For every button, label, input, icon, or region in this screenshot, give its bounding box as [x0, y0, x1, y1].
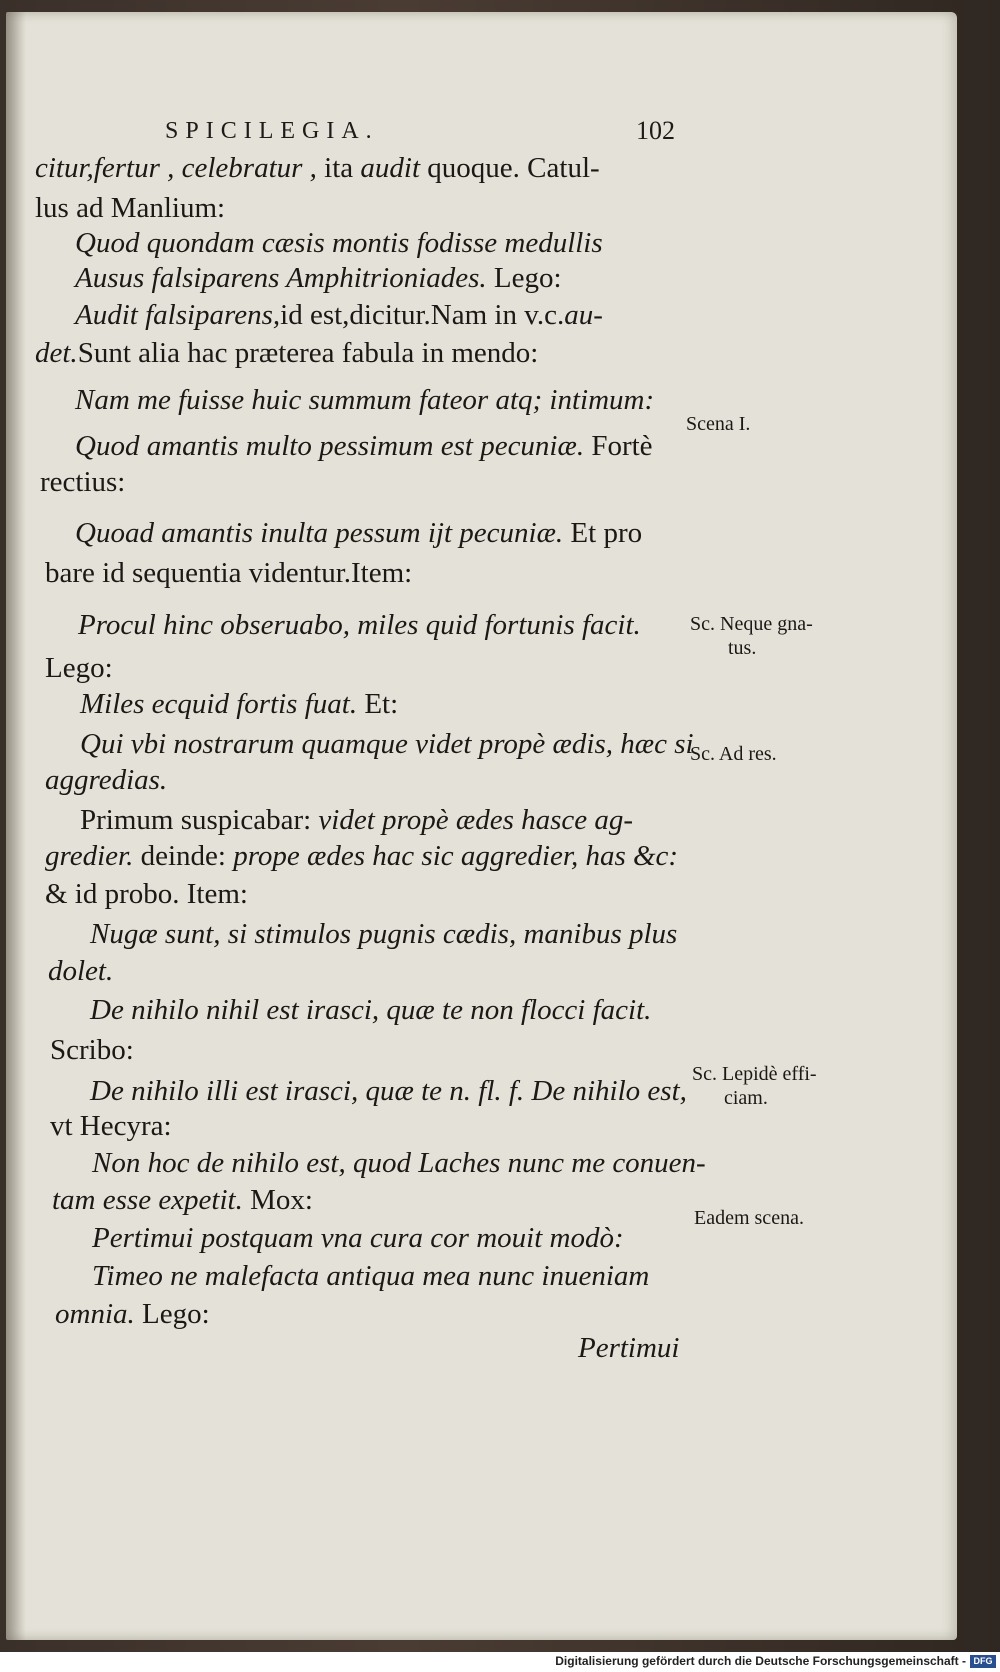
text-line: Qui vbi nostrarum quamque videt propè ædis, hæc si [80, 728, 694, 760]
text-line: Audit falsiparens,id est,dicitur.Nam in v.c.au- [75, 299, 603, 331]
text-line: Procul hinc obseruabo, miles quid fortunis facit. [78, 609, 641, 641]
margin-note: Eadem scena. [694, 1207, 804, 1229]
text-line: Non hoc de nihilo est, quod Laches nunc me conuen- [92, 1147, 706, 1179]
text-line: Scribo: [50, 1034, 134, 1066]
text-line: omnia. Lego: [55, 1298, 210, 1330]
text-line: Quod amantis multo pessimum est pecuniæ. Fortè [75, 430, 653, 462]
text-line: De nihilo nihil est irasci, quæ te non flocci facit. [90, 994, 652, 1026]
text-line: & id probo. Item: [45, 878, 248, 910]
text-line: De nihilo illi est irasci, quæ te n. fl. f. De nihilo est, [90, 1075, 687, 1107]
catchword: Pertimui [578, 1332, 680, 1364]
text-line: Lego: [45, 652, 113, 684]
margin-note: Sc. Neque gna- tus. [690, 613, 813, 659]
text-line: Pertimui postquam vna cura cor mouit modò: [92, 1222, 624, 1254]
text-line: Timeo ne malefacta antiqua mea nunc inueniam [92, 1260, 650, 1292]
margin-note: Sc. Lepidè effi- ciam. [692, 1063, 817, 1109]
text-line: aggredias. [45, 764, 168, 796]
text-line: det.Sunt alia hac præterea fabula in mendo: [35, 337, 539, 369]
footer-bar [0, 1652, 1000, 1672]
footer-credit: Digitalisierung gefördert durch die Deutsche Forschungsgemeinschaft - [555, 1654, 966, 1668]
text-line: Primum suspicabar: videt propè ædes hasce ag- [80, 804, 634, 836]
text-line: rectius: [40, 466, 126, 498]
text-line: lus ad Manlium: [35, 192, 226, 224]
text-line: dolet. [48, 955, 114, 987]
text-line: citur,fertur , celebratur , ita audit quoque. Catul- [35, 152, 600, 184]
running-head: SPICILEGIA. [165, 118, 379, 144]
text-line: gredier. deinde: prope ædes hac sic aggredier, has &c: [45, 840, 679, 872]
text-line: Ausus falsiparens Amphitrioniades. Lego: [75, 262, 562, 294]
margin-note: Scena I. [686, 413, 751, 435]
text-line: Quoad amantis inulta pessum ijt pecuniæ. Et pro [75, 517, 643, 549]
text-line: Nam me fuisse huic summum fateor atq; intimum: [75, 384, 655, 416]
margin-note: Sc. Ad res. [690, 743, 777, 765]
dfg-logo: DFG [970, 1655, 996, 1668]
text-line: Nugæ sunt, si stimulos pugnis cædis, manibus plus [90, 918, 678, 950]
page-number: 102 [636, 116, 675, 145]
text-line: Quod quondam cæsis montis fodisse medullis [75, 227, 603, 259]
text-line: vt Hecyra: [50, 1110, 172, 1142]
text-line: bare id sequentia videntur.Item: [45, 557, 413, 589]
text-line: Miles ecquid fortis fuat. Et: [80, 688, 399, 720]
text-line: tam esse expetit. Mox: [52, 1184, 313, 1216]
